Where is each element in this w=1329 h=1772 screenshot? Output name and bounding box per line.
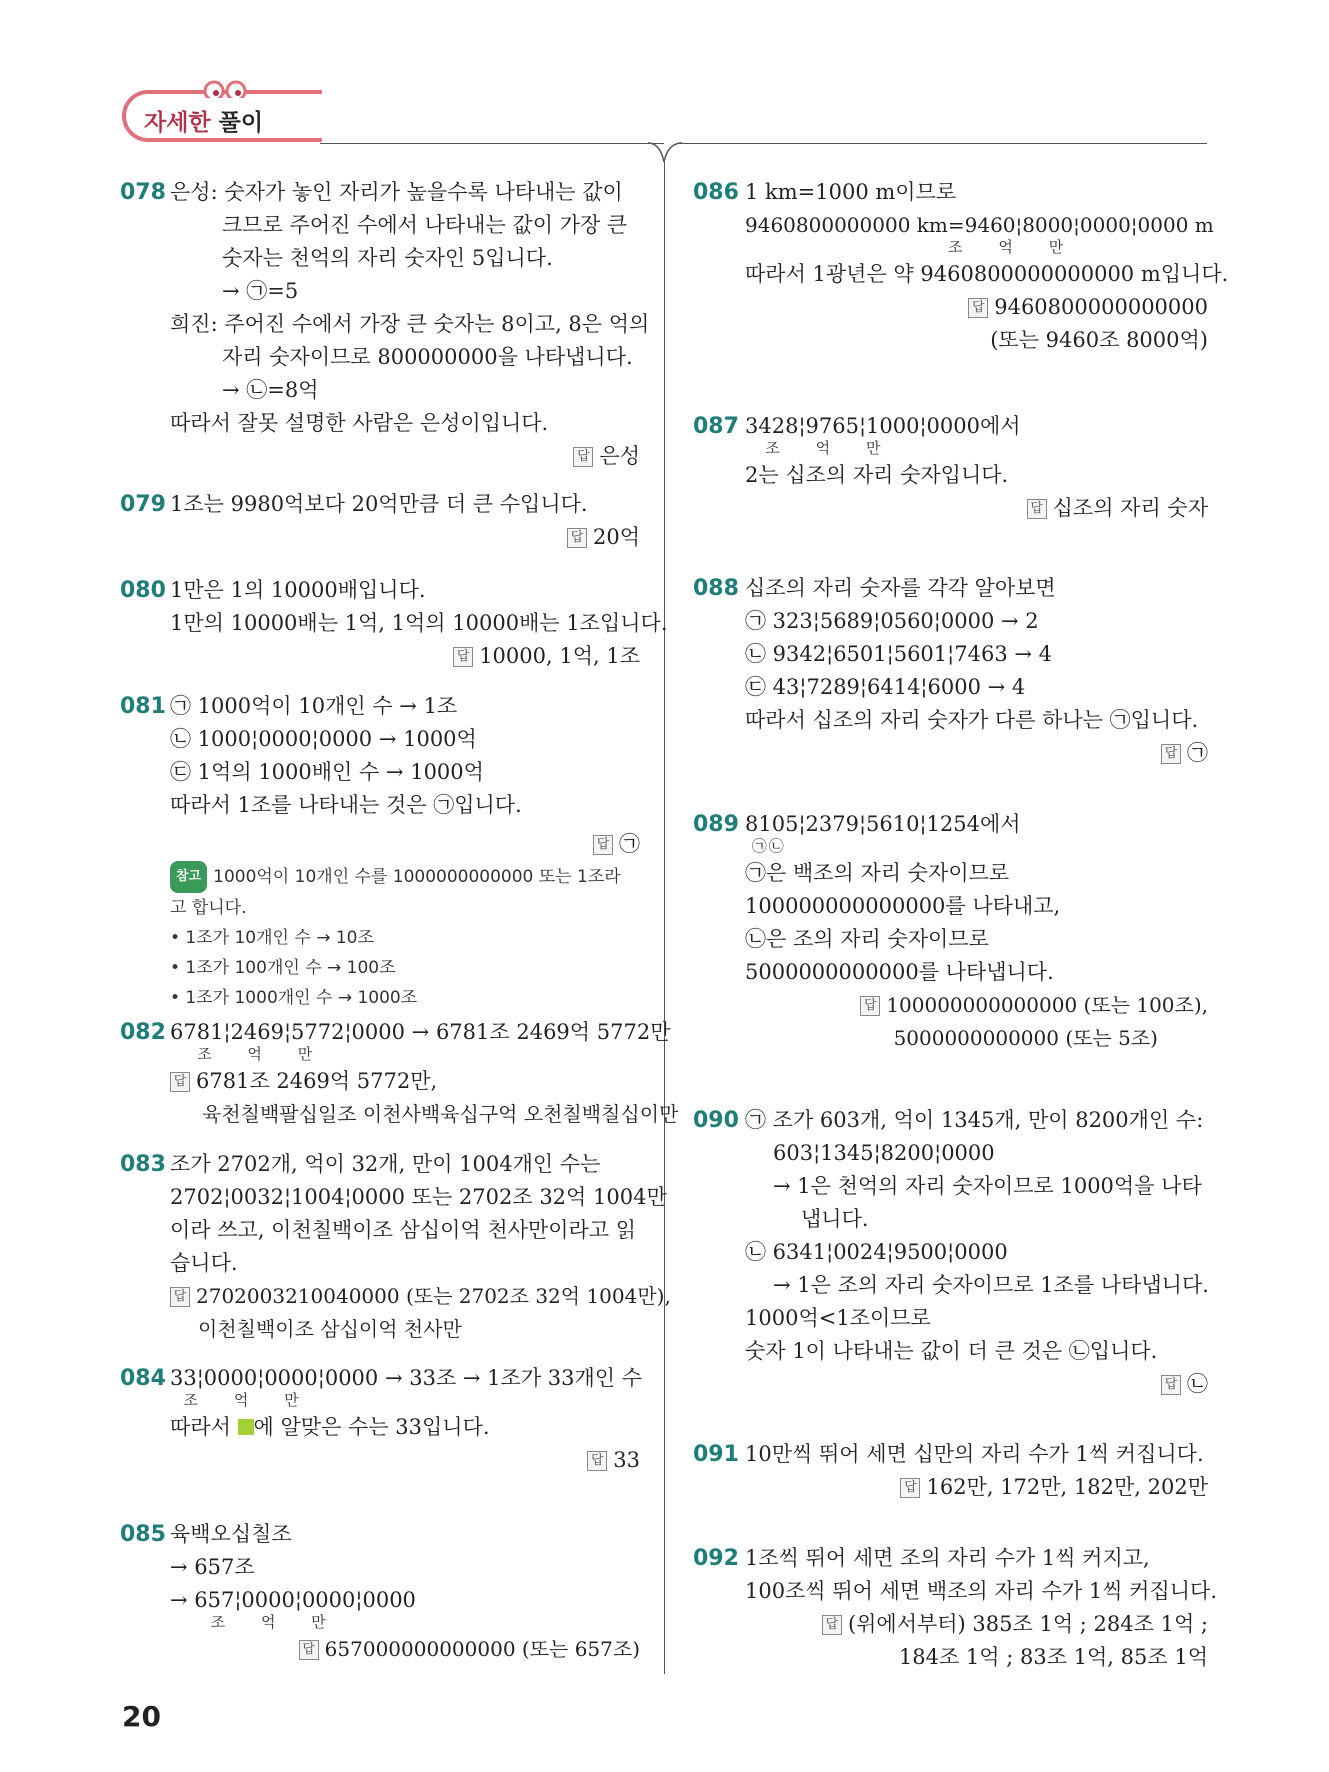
header-rule-left <box>320 143 664 144</box>
answer-badge: 답 <box>593 835 613 855</box>
problem-number: 080 <box>120 578 166 603</box>
answer-text: 100000000000000 (또는 100조), <box>886 993 1208 1017</box>
text-line: 1만은 1의 10000배입니다. <box>170 578 426 602</box>
problem-number: 086 <box>693 180 739 205</box>
answer <box>170 1444 640 1477</box>
text-line: 조가 2702개, 억이 32개, 만이 1004개인 수는 <box>170 1152 601 1176</box>
text-line: 2는 십조의 자리 숫자입니다. <box>745 463 1009 487</box>
text-line: 33¦0000¦0000¦0000 → 33조 → 1조가 33개인 수 <box>170 1366 643 1390</box>
answer-text: 육천칠백팔십일조 이천사백육십구억 오천칠백칠십이만 <box>202 1102 679 1126</box>
answer-text: 162만, 172만, 182만, 202만 <box>926 1475 1208 1499</box>
problem-number: 085 <box>120 1522 166 1547</box>
text-line: 1조는 9980억보다 20억만큼 더 큰 수입니다. <box>170 492 588 516</box>
text-line: ㉢ 43¦7289¦6414¦6000 → 4 <box>745 675 1026 699</box>
answer <box>745 492 1208 525</box>
text-fragment: 에 알맞은 수는 33입니다. <box>253 1415 490 1439</box>
page-number: 20 <box>122 1700 161 1733</box>
answer-badge: 답 <box>900 1478 920 1498</box>
answer-text: 5000000000000 (또는 5조) <box>893 1026 1158 1050</box>
text-line: 1조씩 뛰어 세면 조의 자리 수가 1씩 커지고, <box>745 1546 1150 1570</box>
text-line: 9460800000000 km=9460¦8000¦0000¦0000 m <box>745 213 1214 237</box>
text-line: 6781¦2469¦5772¦0000 → 6781조 2469억 5772만 <box>170 1020 671 1044</box>
answer-text: ㉠ <box>1187 741 1208 765</box>
text-line: 1 km=1000 m이므로 <box>745 180 957 204</box>
text-line: 따라서 1조를 나타내는 것은 ㉠입니다. <box>170 793 522 817</box>
problem-number: 083 <box>120 1152 166 1177</box>
text-line: → 657조 <box>170 1555 255 1579</box>
eyes-decoration-icon <box>203 80 255 98</box>
text-line: → 657¦0000¦0000¦0000 <box>170 1588 416 1612</box>
problem-number: 088 <box>693 576 739 601</box>
text-line: → ㉠=5 <box>222 279 299 303</box>
text-line <box>170 1411 640 1444</box>
note-box <box>170 861 640 1013</box>
note-line: • 1조가 10개인 수 → 10조 <box>170 928 374 948</box>
answer-badge: 답 <box>453 647 473 667</box>
place-labels: 조 억 만 <box>170 1391 301 1409</box>
text-line: 습니다. <box>170 1251 238 1275</box>
place-labels: 조 억 만 <box>170 1613 328 1631</box>
answer <box>170 1280 671 1313</box>
text-line: 100000000000000를 나타내고, <box>745 894 1061 918</box>
problem-number: 082 <box>120 1020 166 1045</box>
answer-text: 십조의 자리 숫자 <box>1052 496 1208 520</box>
problem-number: 078 <box>120 180 166 205</box>
answer-badge: 답 <box>1161 744 1181 764</box>
text-line: ㉠ 조가 603개, 억이 1345개, 만이 8200개인 수: <box>745 1108 1204 1132</box>
blank-box-icon <box>238 1419 254 1435</box>
answer-badge: 답 <box>299 1640 319 1660</box>
answer-badge: 답 <box>822 1615 842 1635</box>
note-line: 고 합니다. <box>170 898 247 918</box>
answer <box>170 440 640 473</box>
text-line: 숫자는 천억의 자리 숫자인 5입니다. <box>222 246 553 270</box>
text-line: 603¦1345¦8200¦0000 <box>773 1141 995 1165</box>
answer-text: ㉡ <box>1187 1372 1208 1396</box>
answer <box>170 640 640 673</box>
problem-number: 081 <box>120 694 166 719</box>
text-line: ㉡ 6341¦0024¦9500¦0000 <box>745 1240 1008 1264</box>
section-title-a: 자세한 <box>144 110 211 136</box>
place-labels: 조 억 만 <box>745 238 1066 256</box>
answer-text: 6781조 2469억 5772만, <box>196 1069 438 1093</box>
note-line: • 1조가 1000개인 수 → 1000조 <box>170 988 418 1008</box>
answer <box>745 1471 1208 1504</box>
section-title <box>144 104 263 137</box>
answer-badge: 답 <box>573 447 593 467</box>
text-line: 희진: 주어진 수에서 가장 큰 숫자는 8이고, 8은 억의 <box>170 312 650 336</box>
problem-number: 087 <box>693 414 739 439</box>
text-line: 5000000000000를 나타냅니다. <box>745 960 1054 984</box>
text-line: 1000억<1조이므로 <box>745 1306 931 1330</box>
answer-text: 33 <box>613 1448 640 1472</box>
text-line: 따라서 십조의 자리 숫자가 다른 하나는 ㉠입니다. <box>745 708 1199 732</box>
note-badge: 참고 <box>170 861 207 893</box>
answer-text: 10000, 1억, 1조 <box>479 644 640 668</box>
answer-text: ㉠ <box>619 832 640 856</box>
note-line: • 1조가 100개인 수 → 100조 <box>170 958 396 978</box>
problem-number: 090 <box>693 1108 739 1133</box>
place-labels: 조 억 만 <box>170 1045 315 1063</box>
answer <box>745 989 1208 1022</box>
text-line: 2702¦0032¦1004¦0000 또는 2702조 32억 1004만 <box>170 1185 667 1209</box>
text-line: ㉡은 조의 자리 숫자이므로 <box>745 927 989 951</box>
section-title-b: 풀이 <box>218 110 264 136</box>
answer-text: 이천칠백이조 삼십이억 천사만 <box>198 1317 462 1341</box>
text-line: 은성: 숫자가 놓인 자리가 높을수록 나타내는 값이 <box>170 180 623 204</box>
answer-text: 2702003210040000 (또는 2702조 32억 1004만), <box>196 1284 671 1308</box>
answer-badge: 답 <box>1161 1375 1181 1395</box>
answer-text: 9460800000000000 <box>994 295 1208 319</box>
text-line: ㉠은 백조의 자리 숫자이므로 <box>745 861 1010 885</box>
text-line: → ㉡=8억 <box>222 378 319 402</box>
answer-text: (또는 9460조 8000억) <box>990 328 1208 352</box>
text-line: 10만씩 뛰어 세면 십만의 자리 수가 1씩 커집니다. <box>745 1442 1204 1466</box>
problem-number: 084 <box>120 1366 166 1391</box>
problem-number: 092 <box>693 1546 739 1571</box>
answer-badge: 답 <box>860 996 880 1016</box>
answer <box>745 1608 1208 1641</box>
answer-badge: 답 <box>968 298 988 318</box>
problem-number: 091 <box>693 1442 739 1467</box>
text-line: → 1은 천억의 자리 숫자이므로 1000억을 나타 <box>773 1174 1202 1198</box>
answer-text: 657000000000000 (또는 657조) <box>324 1637 640 1661</box>
text-line: 크므로 주어진 수에서 나타내는 값이 가장 큰 <box>222 213 628 237</box>
text-line: → 1은 조의 자리 숫자이므로 1조를 나타냅니다. <box>773 1273 1209 1297</box>
header-rule-right <box>678 143 1207 144</box>
answer <box>745 737 1208 770</box>
text-line: 따라서 잘못 설명한 사람은 은성이입니다. <box>170 411 549 435</box>
answer-text: (위에서부터) 385조 1억 ; 284조 1억 ; <box>847 1612 1208 1636</box>
answer <box>745 291 1208 324</box>
text-line: 이라 쓰고, 이천칠백이조 삼십이억 천사만이라고 읽 <box>170 1218 637 1242</box>
text-line: ㉡ 9342¦6501¦5601¦7463 → 4 <box>745 642 1052 666</box>
text-line: 8105¦2379¦5610¦1254에서 <box>745 812 1021 836</box>
problem-number: 079 <box>120 492 166 517</box>
text-line: 자리 숫자이므로 800000000을 나타냅니다. <box>222 345 633 369</box>
column-divider <box>664 162 665 1674</box>
text-line: 냅니다. <box>801 1207 869 1231</box>
text-fragment: 따라서 <box>170 1415 238 1439</box>
column-notch <box>648 140 682 166</box>
text-line: 숫자 1이 나타내는 값이 더 큰 것은 ㉡입니다. <box>745 1339 1158 1363</box>
answer <box>170 828 640 861</box>
answer-badge: 답 <box>587 1451 607 1471</box>
answer-text: 184조 1억 ; 83조 1억, 85조 1억 <box>898 1645 1208 1669</box>
place-labels: 조 억 만 <box>745 439 883 457</box>
answer-text: 20억 <box>592 525 640 549</box>
note-line: 1000억이 10개인 수를 1000000000000 또는 1조라 <box>213 867 621 887</box>
text-line: 1만의 10000배는 1억, 1억의 10000배는 1조입니다. <box>170 611 668 635</box>
answer <box>170 1065 640 1098</box>
answer-badge: 답 <box>567 528 587 548</box>
text-line: ㉡ 1000¦0000¦0000 → 1000억 <box>170 727 477 751</box>
problem-number: 089 <box>693 812 739 837</box>
text-line: 100조씩 뛰어 세면 백조의 자리 수가 1씩 커집니다. <box>745 1579 1217 1603</box>
answer <box>745 1368 1208 1401</box>
text-line: ㉠ 1000억이 10개인 수 → 1조 <box>170 694 458 718</box>
answer-badge: 답 <box>1027 499 1047 519</box>
text-line: ㉠ 323¦5689¦0560¦0000 → 2 <box>745 609 1039 633</box>
answer <box>170 521 640 554</box>
answer <box>170 1633 640 1666</box>
answer-badge: 답 <box>170 1072 190 1092</box>
text-line: 십조의 자리 숫자를 각각 알아보면 <box>745 576 1056 600</box>
digit-markers: ㉠㉡ <box>745 837 786 855</box>
answer-badge: 답 <box>170 1287 190 1307</box>
text-line: 따라서 1광년은 약 9460800000000000 m입니다. <box>745 262 1229 286</box>
text-line: 3428¦9765¦1000¦0000에서 <box>745 414 1021 438</box>
text-line: 육백오십칠조 <box>170 1522 292 1546</box>
answer-text: 은성 <box>599 444 640 468</box>
text-line: ㉢ 1억의 1000배인 수 → 1000억 <box>170 760 484 784</box>
